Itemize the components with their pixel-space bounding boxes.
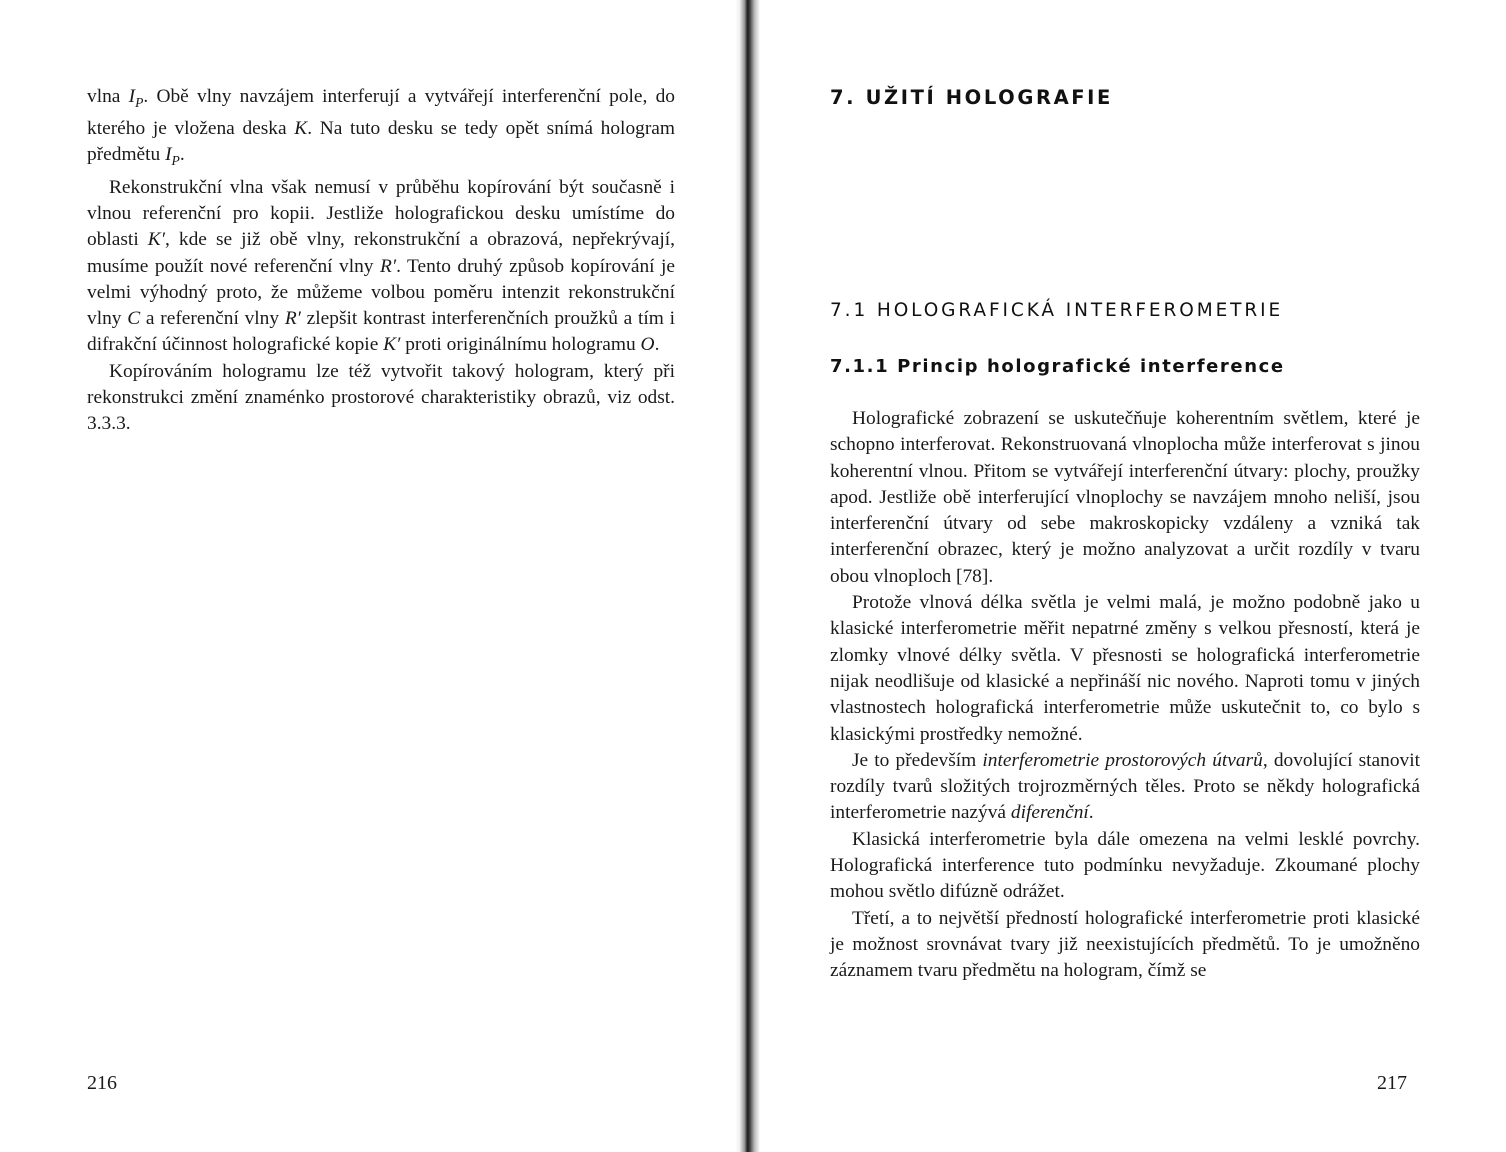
left-page-number: 216: [87, 1072, 117, 1094]
left-page-body: [87, 84, 675, 438]
italic-text: diferenční: [1010, 802, 1089, 824]
italic-text: R′: [379, 255, 397, 277]
left-page: [0, 0, 735, 1152]
italic-text: K′: [147, 229, 165, 251]
paragraph-text: zlepšit kontrast interferenčních proužků a tím i difrakční účinnost holografické kopie: [87, 308, 675, 356]
paragraph: [830, 406, 1420, 590]
paragraph-text: . Na tuto desku se tedy opět snímá hologram předmětu: [87, 118, 675, 166]
paragraph-text: Rekonstrukční vlna však nemusí v průběhu kopírování být současně i vlnou referenční pro kopii. Jestliže holografickou desku umístíme do oblasti: [87, 176, 675, 251]
paragraph-text: .: [179, 144, 185, 166]
paragraph: [830, 748, 1420, 827]
italic-text: I: [165, 144, 172, 166]
paragraph-text: Klasická interferometrie byla dále omezena na velmi lesklé povrchy. Holografická interference tuto podmínku nevyžaduje. Zkoumané plochy mohou světlo difúzně odrážet.: [830, 828, 1420, 903]
subscript-text: P: [135, 94, 144, 110]
section-heading: 7.1 HOLOGRAFICKÁ INTERFEROMETRIE: [830, 300, 1284, 321]
paragraph: [830, 906, 1420, 985]
paragraph-text: , dovolující stanovit rozdíly tvarů složitých trojrozměrných těles. Proto se někdy holografická interferometrie nazývá: [830, 749, 1420, 824]
italic-text: K′: [383, 334, 401, 356]
right-page-number: 217: [1377, 1072, 1407, 1094]
italic-text: R′: [284, 308, 301, 330]
paragraph-text: proti originálnímu hologramu: [400, 334, 641, 356]
italic-text: C: [127, 308, 141, 330]
chapter-heading: 7. UŽITÍ HOLOGRAFIE: [830, 86, 1113, 109]
paragraph-text: . Tento druhý způsob kopírování je velmi výhodný proto, že můžeme volbou poměru intenzit rekonstrukční vlny: [87, 255, 675, 330]
paragraph-text: Je to především: [852, 749, 983, 771]
subscript-text: P: [171, 153, 180, 169]
paragraph-text: Třetí, a to největší předností holografické interferometrie proti klasické je možnost srovnávat tvary již neexistujících předmětů. To je umožněno záznamem tvaru předmětu na hologram, čímž se: [830, 907, 1420, 982]
subsection-heading: 7.1.1 Princip holografické interference: [830, 356, 1285, 377]
italic-text: K: [294, 118, 308, 140]
book-gutter: [735, 0, 760, 1152]
paragraph: [830, 827, 1420, 906]
paragraph-text: .: [654, 334, 660, 356]
paragraph-text: .: [1088, 802, 1094, 824]
italic-text: I: [128, 86, 136, 107]
italic-text: interferometrie prostorových útvarů: [982, 749, 1263, 771]
paragraph: [87, 175, 675, 359]
paragraph-text: , kde se již obě vlny, rekonstrukční a obrazová, nepřekrývají, musíme použít nové referenční vlny: [87, 229, 675, 277]
paragraph: [830, 590, 1420, 748]
right-page-body: [830, 406, 1420, 985]
paragraph: [87, 84, 675, 175]
paragraph-text: vlna: [87, 86, 129, 107]
paragraph: [87, 359, 675, 438]
paragraph-text: Kopírováním hologramu lze též vytvořit takový hologram, který při rekonstrukci změní znaménko prostorové charakteristiky obrazů, viz odst. 3.3.3.: [87, 360, 675, 435]
right-page: [760, 0, 1506, 1152]
paragraph-text: . Obě vlny navzájem interferují a vytvářejí interferenční pole, do kterého je vložena deska: [87, 86, 675, 140]
italic-text: O: [640, 334, 655, 356]
paragraph-text: Holografické zobrazení se uskutečňuje koherentním světlem, které je schopno interferovat. Rekonstruovaná vlnoplocha může interferovat s jinou koherentní vlnou. Přitom se vytvářejí interferenční útvary: plochy, proužky apod. Jestliže obě interferující vlnoplochy se navzájem mnoho neliší, jsou interferenční útvary od sebe makroskopicky vzdáleny a vzniká tak interferenční obrazec, který je možno analyzovat a určit rozdíly v tvaru obou vlnoploch [78].: [830, 408, 1420, 587]
paragraph-text: Protože vlnová délka světla je velmi malá, je možno podobně jako u klasické interferometrie měřit nepatrné změny s velkou přesností, která je zlomky vlnové délky světla. V přesnosti se holografická interferometrie nijak neodlišuje od klasické a nepřináší nic nového. Naproti tomu v jiných vlastnostech holografická interferometrie může uskutečnit to, co bylo s klasickými prostředky nemožné.: [830, 592, 1420, 745]
paragraph-text: a referenční vlny: [140, 308, 285, 330]
